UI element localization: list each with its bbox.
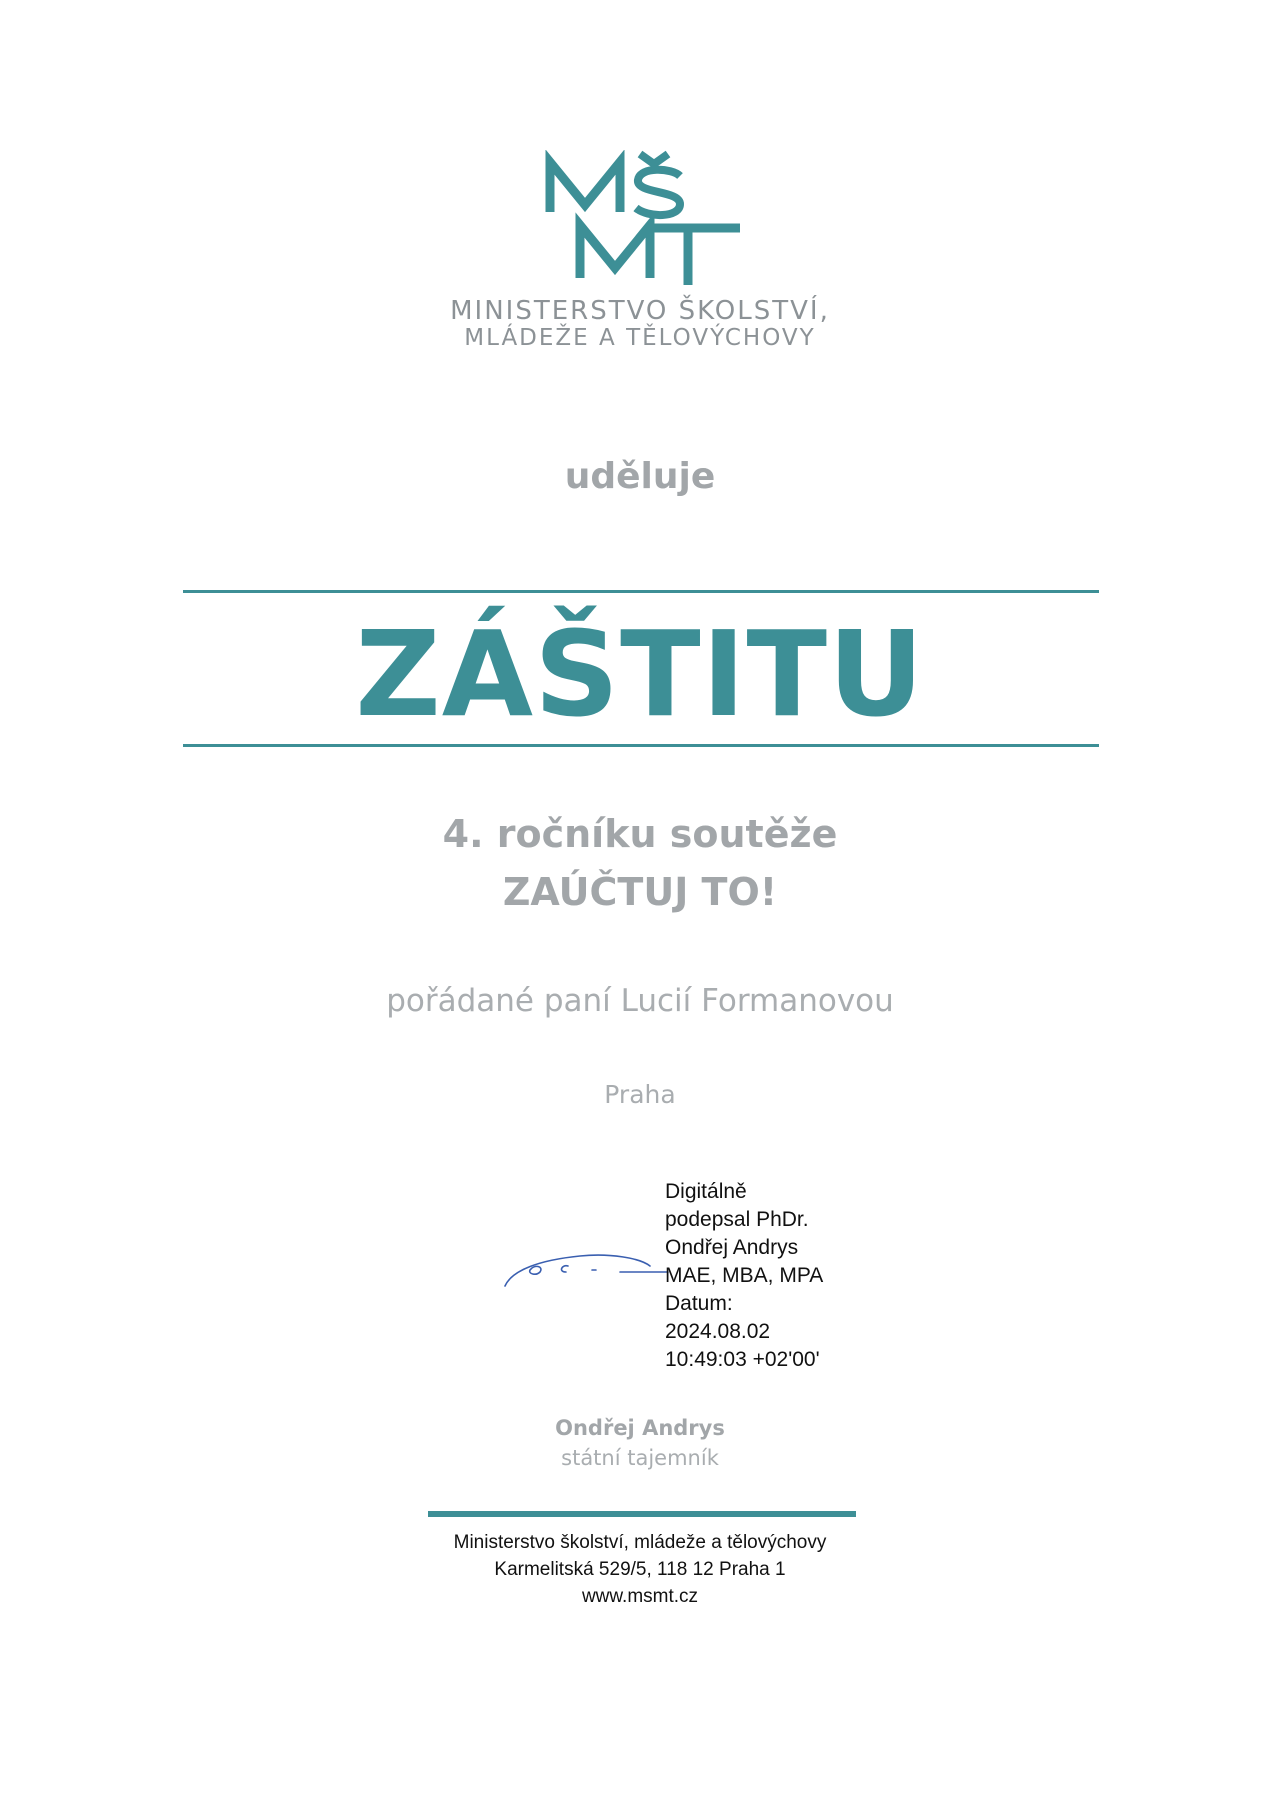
footer-address: Karmelitská 529/5, 118 12 Praha 1 (494, 1559, 786, 1580)
footer-organization: Ministerstvo školství, mládeže a tělovýchovy (453, 1532, 827, 1553)
edition-text: 4. ročníku soutěže (442, 812, 838, 856)
signer-name: Ondřej Andrys (555, 1416, 725, 1440)
event-name: ZAÚČTUJ TO! (502, 870, 778, 914)
msmt-monogram-icon (540, 150, 740, 290)
logo-text-line2: MLÁDEŽE A TĚLOVÝCHOVY (464, 325, 816, 351)
footer-rule (428, 1511, 856, 1517)
signature-line: 2024.08.02 (665, 1320, 771, 1343)
intro-text: uděluje (564, 456, 716, 497)
title-rule-top (183, 590, 1099, 593)
digital-signature-block (665, 1178, 925, 1374)
signer-title: státní tajemník (561, 1446, 719, 1470)
handwritten-signature-icon (500, 1240, 670, 1300)
logo-text-line1: MINISTERSTVO ŠKOLSTVÍ, (450, 296, 830, 326)
signature-line: Datum: (665, 1292, 733, 1315)
signature-line: MAE, MBA, MPA (665, 1264, 824, 1287)
place-text: Praha (604, 1080, 676, 1109)
organizer-text: pořádané paní Lucií Formanovou (386, 983, 894, 1019)
signature-line: Digitálně (665, 1180, 747, 1203)
footer-website: www.msmt.cz (581, 1586, 699, 1607)
signature-line: Ondřej Andrys (665, 1236, 799, 1259)
signature-line: 10:49:03 +02'00' (665, 1348, 820, 1371)
title-rule-bottom (183, 744, 1099, 747)
certificate-title: ZÁŠTITU (355, 605, 925, 743)
signature-line: podepsal PhDr. (665, 1208, 809, 1231)
msmt-logo (0, 150, 1280, 351)
